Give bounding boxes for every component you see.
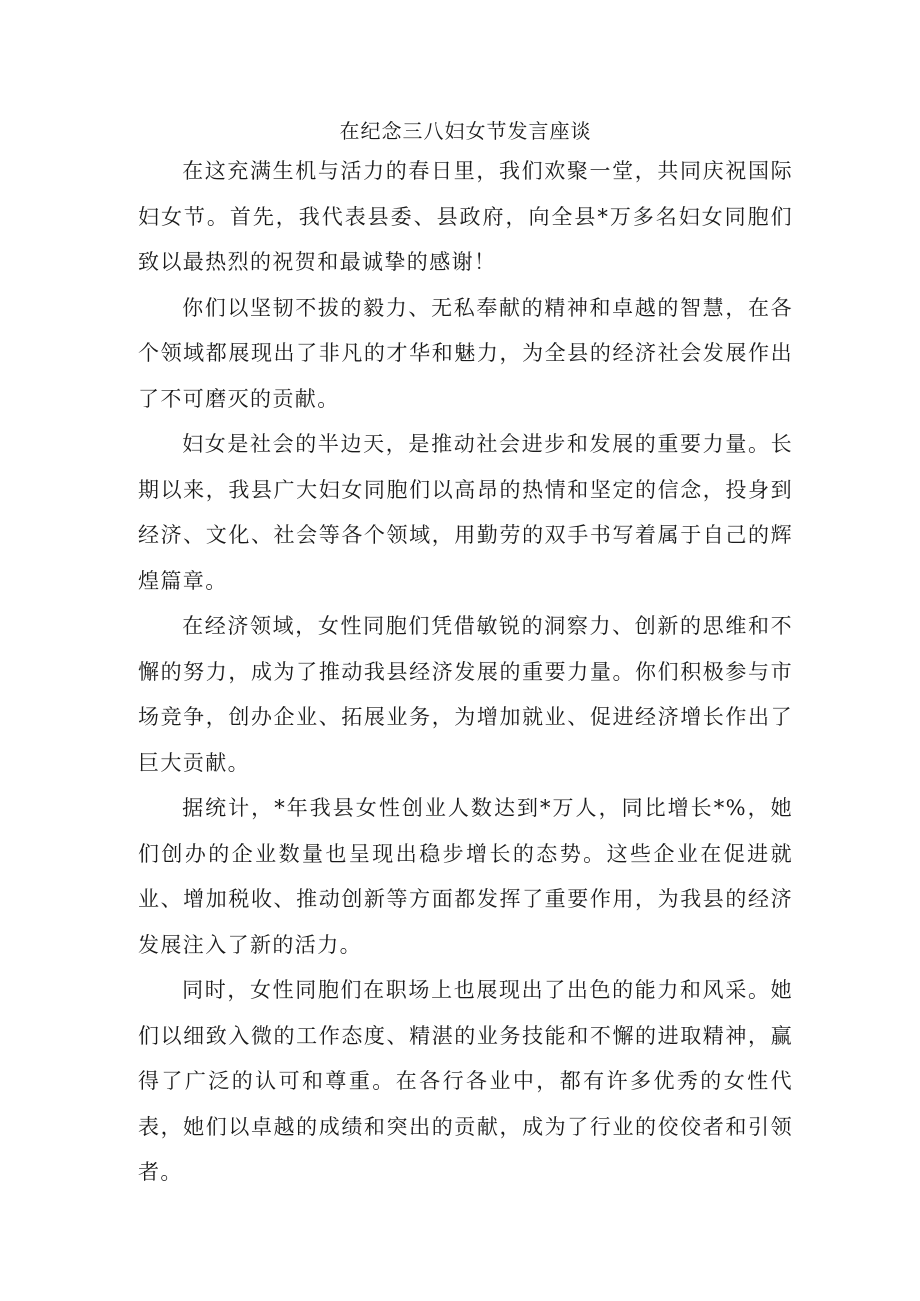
paragraph-3: 妇女是社会的半边天，是推动社会进步和发展的重要力量。长期以来，我县广大妇女同胞们以高昂的热情和坚定的信念，投身到经济、文化、社会等各个领域，用勤劳的双手书写着属于自己的辉煌篇章。 [138, 432, 793, 593]
document-body [138, 113, 793, 1196]
paragraph-4: 在经济领域，女性同胞们凭借敏锐的洞察力、创新的思维和不懈的努力，成为了推动我县经济发展的重要力量。你们积极参与市场竞争，创办企业、拓展业务，为增加就业、促进经济增长作出了巨大贡献。 [138, 614, 793, 775]
paragraph-6: 同时，女性同胞们在职场上也展现出了出色的能力和风采。她们以细致入微的工作态度、精湛的业务技能和不懈的进取精神，赢得了广泛的认可和尊重。在各行各业中，都有许多优秀的女性代表，她们以卓越的成绩和突出的贡献，成为了行业的佼佼者和引领者。 [138, 978, 793, 1184]
document-title: 在纪念三八妇女节发言座谈 [339, 119, 592, 143]
paragraph-1: 在这充满生机与活力的春日里，我们欢聚一堂，共同庆祝国际妇女节。首先，我代表县委、县政府，向全县*万多名妇女同胞们致以最热烈的祝贺和最诚挚的感谢！ [138, 159, 793, 274]
paragraph-5: 据统计，*年我县女性创业人数达到*万人，同比增长*%，她们创办的企业数量也呈现出稳步增长的态势。这些企业在促进就业、增加税收、推动创新等方面都发挥了重要作用，为我县的经济发展注入了新的活力。 [138, 796, 793, 957]
paragraph-2: 你们以坚韧不拔的毅力、无私奉献的精神和卓越的智慧，在各个领域都展现出了非凡的才华和魅力，为全县的经济社会发展作出了不可磨灭的贡献。 [138, 295, 793, 411]
